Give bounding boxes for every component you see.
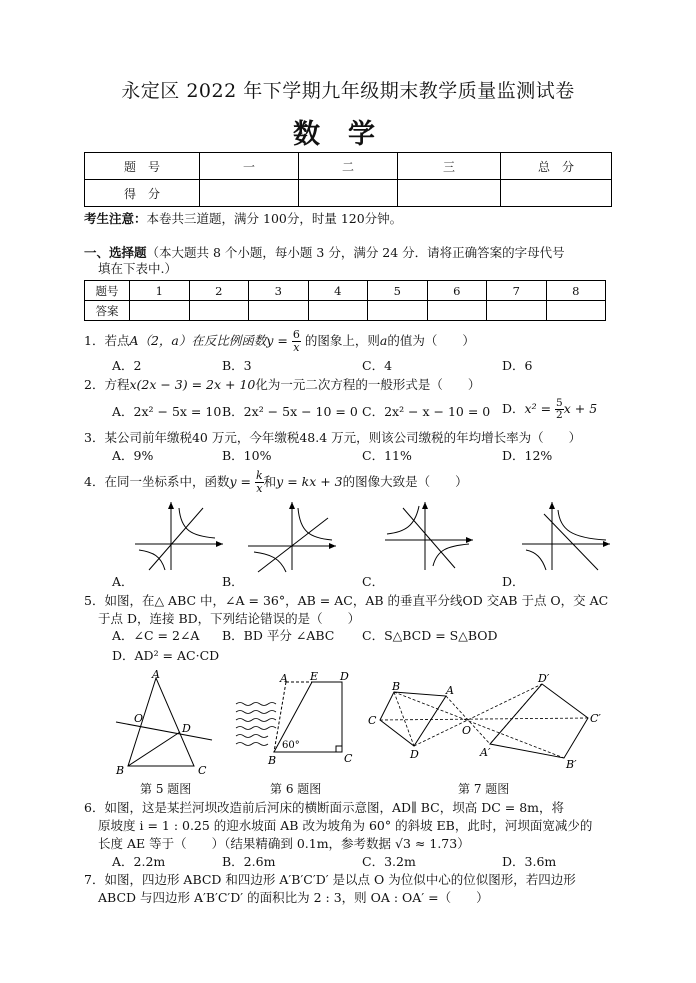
q6-option-a[interactable]: A．2.2m [112, 854, 166, 869]
q4-option-b[interactable]: B． [222, 574, 244, 589]
q2-d-fraction [555, 398, 564, 421]
notice-label: 考生注意： [84, 211, 147, 226]
q1-text-b: A（2，a）在反比例函数 [129, 333, 267, 348]
figure-7-caption: 第 7 题图 [458, 782, 510, 796]
q4-option-c[interactable]: C． [362, 574, 385, 589]
section1-title: 一、选择题 [84, 245, 147, 260]
q2-d-lhs: x² = [524, 401, 552, 416]
f7-label-o: O [462, 724, 472, 737]
question-7-line1: 7．如图，四边形 ABCD 和四边形 A′B′C′D′ 是以点 O 为位似中心的位似图形，若四边形 [84, 872, 576, 887]
q2-d-num: 5 [556, 397, 563, 409]
answer-header-cell: 题号 [85, 281, 130, 301]
q1-func: y = [266, 333, 288, 348]
f5-label-b: B [116, 764, 125, 777]
q5-option-d[interactable]: D．AD² = AC·CD [112, 648, 220, 663]
question-4-stem [84, 470, 468, 495]
answer-header-cell: 1 [130, 281, 190, 301]
answer-header-cell: 2 [189, 281, 249, 301]
q2-text-a: 2．方程 [84, 377, 130, 392]
answer-input-cell[interactable] [427, 301, 487, 321]
q2-d-rhs: x + 5 [563, 401, 598, 416]
q1-fraction [292, 329, 301, 354]
q4-func-y: y = [229, 474, 251, 489]
score-cell: 一 [200, 153, 299, 180]
section1-desc: （本大题共 8 个小题，每小题 3 分，满分 24 分．请将正确答案的字母代号 [146, 245, 565, 260]
q2-option-d[interactable] [502, 398, 597, 421]
exam-notice [84, 209, 402, 227]
q2-option-c[interactable]: C．2x² − x − 10 = 0 [362, 404, 491, 419]
answer-header-cell: 3 [249, 281, 309, 301]
answer-input-cell[interactable] [130, 301, 190, 321]
q3-option-a[interactable]: A．9% [112, 448, 154, 463]
score-input-cell[interactable] [200, 180, 299, 207]
q4-text-c: 的图像大致是（ ） [342, 474, 468, 489]
question-3-stem: 3．某公司前年缴税40 万元，今年缴税48.4 万元，则该公司缴税的年均增长率为（ ） [84, 430, 582, 445]
f6-label-d: D [340, 670, 349, 683]
answer-input-cell[interactable] [546, 301, 606, 321]
q4-text-a: 4．在同一坐标系中，函数 [84, 474, 230, 489]
q2-d-label: D． [502, 401, 525, 416]
q1-text-c: 的图象上，则 [304, 333, 380, 348]
f7-label-c2: C′ [590, 712, 601, 725]
answer-input-cell[interactable] [368, 301, 428, 321]
q4-fraction [255, 470, 264, 495]
q2-d-den: 2 [556, 409, 563, 421]
score-cell: 得 分 [85, 180, 200, 207]
q3-option-c[interactable]: C．11% [362, 448, 412, 463]
score-cell: 二 [299, 153, 398, 180]
q4-graph-d [522, 500, 612, 572]
answer-input-cell[interactable] [308, 301, 368, 321]
water-waves [236, 703, 276, 746]
f7-label-b2: B′ [566, 758, 577, 771]
q4-graph-a [135, 500, 225, 572]
f6-label-b: B [268, 754, 277, 767]
figure-7 [366, 672, 606, 772]
answer-header-cell: 6 [427, 281, 487, 301]
score-input-cell[interactable] [501, 180, 612, 207]
f7-label-a2: A′ [480, 746, 491, 759]
question-5-line1: 5．如图，在△ ABC 中，∠A = 36°，AB = AC，AB 的垂直平分线OD 交AB 于点 O，交 AC [84, 593, 609, 608]
f6-label-e: E [310, 670, 319, 683]
q1-frac-den: x [293, 341, 300, 354]
answer-header-cell: 5 [368, 281, 428, 301]
f7-label-d2: D′ [538, 672, 550, 685]
f7-label-a: A [446, 684, 454, 697]
q1-frac-num: 6 [292, 328, 300, 341]
f7-label-d: D [410, 748, 419, 761]
q1-option-b[interactable]: B．3 [222, 358, 252, 373]
f6-angle-label: 60° [282, 740, 300, 751]
f5-label-d: D [182, 722, 191, 735]
question-6-line3: 长度 AE 等于（ ）（结果精确到 0.1m，参考数据 √3 ≈ 1.73） [98, 836, 470, 851]
q4-func-2: y = kx + 3 [276, 474, 343, 489]
exam-title: 永定区 2022 年下学期九年级期末教学质量监测试卷 [121, 80, 575, 102]
q5-option-c[interactable]: C．S△BCD = S△BOD [362, 628, 498, 643]
section1-desc-line2: 填在下表中.） [98, 261, 177, 276]
score-table [84, 152, 612, 207]
q4-option-d[interactable]: D． [502, 574, 525, 589]
q5-option-b[interactable]: B．BD 平分 ∠ABC [222, 628, 335, 643]
score-table-row [85, 180, 612, 207]
q1-text-d: 的值为（ ） [387, 333, 475, 348]
score-cell: 题 号 [85, 153, 200, 180]
figure-6 [232, 672, 352, 780]
question-6-line2: 原坡度 i = 1 : 0.25 的迎水坡面 AB 改为坡角为 60° 的斜坡 EB，此时，河坝面宽减少的 [98, 818, 593, 833]
answer-input-cell[interactable] [189, 301, 249, 321]
q4-frac-den: x [256, 482, 263, 495]
q6-option-c[interactable]: C．3.2m [362, 854, 416, 869]
answer-input-cell[interactable] [487, 301, 547, 321]
f5-label-c: C [198, 764, 207, 777]
figure-5 [110, 668, 220, 780]
q6-option-b[interactable]: B．2.6m [222, 854, 276, 869]
q4-graph-c [385, 500, 475, 572]
f5-label-a: A [152, 668, 160, 681]
answer-table [84, 280, 606, 321]
q3-option-b[interactable]: B．10% [222, 448, 272, 463]
q1-option-c[interactable]: C．4 [362, 358, 393, 373]
f6-label-a: A [280, 672, 288, 685]
q6-option-d[interactable]: D．3.6m [502, 854, 557, 869]
q3-option-d[interactable]: D．12% [502, 448, 553, 463]
notice-text: 本卷共三道题，满分 100分，时量 120分钟。 [146, 211, 403, 226]
question-2-stem [84, 375, 480, 393]
answer-table-row [85, 301, 606, 321]
q2-equation: x(2x − 3) = 2x + 10 [129, 377, 256, 392]
score-table-row [85, 153, 612, 180]
q2-option-a[interactable]: A．2x² − 5x = 10 [112, 404, 222, 419]
q2-text-b: 化为一元二次方程的一般形式是（ ） [255, 377, 481, 392]
q2-option-b[interactable]: B．2x² − 5x − 10 = 0 [222, 404, 358, 419]
q4-frac-num: k [255, 469, 263, 482]
answer-header-cell: 7 [487, 281, 547, 301]
answer-label-cell: 答案 [85, 301, 130, 321]
q4-text-b: 和 [263, 474, 277, 489]
f7-label-b: B [392, 680, 401, 693]
q4-graph-b [248, 500, 338, 572]
q5-option-a[interactable]: A．∠C = 2∠A [112, 628, 200, 643]
figure-5-caption: 第 5 题图 [140, 782, 192, 796]
q1-option-a[interactable]: A．2 [112, 358, 142, 373]
q1-text-a: 1．若点 [84, 333, 130, 348]
score-input-cell[interactable] [398, 180, 501, 207]
f6-label-c: C [344, 752, 353, 765]
answer-header-cell: 4 [308, 281, 368, 301]
subject-title: 数学 [293, 119, 403, 150]
score-cell: 总 分 [501, 153, 612, 180]
answer-input-cell[interactable] [249, 301, 309, 321]
answer-table-row [85, 281, 606, 301]
question-1-stem [84, 329, 475, 354]
question-5-line2: 于点 D，连接 BD，下列结论错误的是（ ） [98, 611, 361, 626]
q1-option-d[interactable]: D．6 [502, 358, 533, 373]
answer-header-cell: 8 [546, 281, 606, 301]
question-6-line1: 6．如图，这是某拦河坝改造前后河床的横断面示意图，AD∥ BC，坝高 DC = 8m，将 [84, 800, 565, 815]
f5-label-o: O [134, 712, 144, 725]
score-input-cell[interactable] [299, 180, 398, 207]
f7-label-c: C [368, 714, 377, 727]
question-7-line2: ABCD 与四边形 A′B′C′D′ 的面积比为 2 : 3，则 OA : OA′ =（ ） [98, 890, 489, 905]
q4-option-a[interactable]: A． [112, 574, 134, 589]
score-cell: 三 [398, 153, 501, 180]
figure-6-caption: 第 6 题图 [270, 782, 322, 796]
q1-var: a [379, 333, 388, 348]
